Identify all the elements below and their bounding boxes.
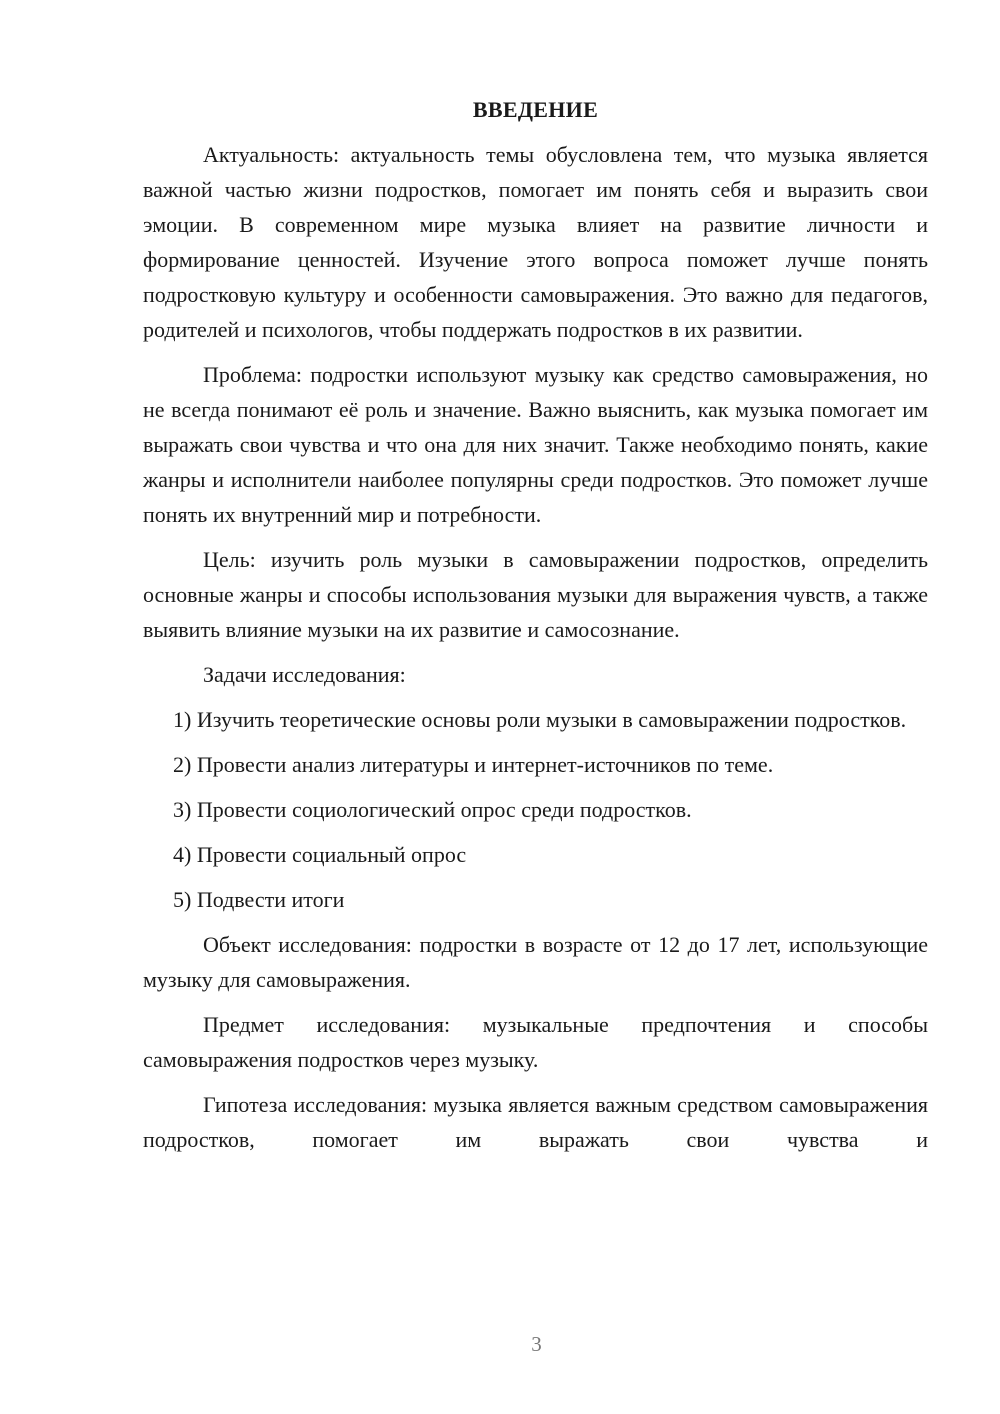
problem-paragraph: Проблема: подростки используют музыку как средство самовыражения, но не всегда понимают её роль и значение. Важно выяснить, как музыка помогает им выражать свои чувства и что она для них значит. Также необходимо понять, какие жанры и исполнители наиболее популярны среди подростков. Это поможет лучше понять их внутренний мир и потребности.: [143, 362, 928, 527]
task-item-2: 2) Провести анализ литературы и интернет-источников по теме.: [173, 752, 774, 777]
task-item-4: 4) Провести социальный опрос: [173, 842, 467, 867]
task-item-1: 1) Изучить теоретические основы роли музыки в самовыражении подростков.: [173, 707, 907, 732]
task-item-5: 5) Подвести итоги: [173, 887, 345, 912]
hypothesis-paragraph: Гипотеза исследования: музыка является важным средством самовыражения подростков, помогает им выражать свои чувства и: [143, 1092, 928, 1152]
task-item-3: 3) Провести социологический опрос среди подростков.: [173, 797, 692, 822]
subject-paragraph: Предмет исследования: музыкальные предпочтения и способы самовыражения подростков через музыку.: [143, 1012, 928, 1072]
page-title: ВВЕДЕНИЕ: [472, 97, 599, 122]
tasks-heading: Задачи исследования:: [203, 662, 406, 687]
document-page: [143, 96, 928, 1167]
goal-paragraph: Цель: изучить роль музыки в самовыражении подростков, определить основные жанры и способы использования музыки для выражения чувств, а также выявить влияние музыки на их развитие и самосознание.: [143, 547, 928, 642]
object-paragraph: Объект исследования: подростки в возрасте от 12 до 17 лет, использующие музыку для самовыражения.: [143, 932, 928, 992]
relevance-paragraph: Актуальность: актуальность темы обусловлена тем, что музыка является важной частью жизни подростков, помогает им понять себя и выразить свои эмоции. В современном мире музыка влияет на развитие личности и формирование ценностей. Изучение этого вопроса поможет лучше понять подростковую культуру и особенности самовыражения. Это важно для педагогов, родителей и психологов, чтобы поддержать подростков в их развитии.: [143, 142, 928, 342]
page-number: 3: [531, 1332, 542, 1356]
